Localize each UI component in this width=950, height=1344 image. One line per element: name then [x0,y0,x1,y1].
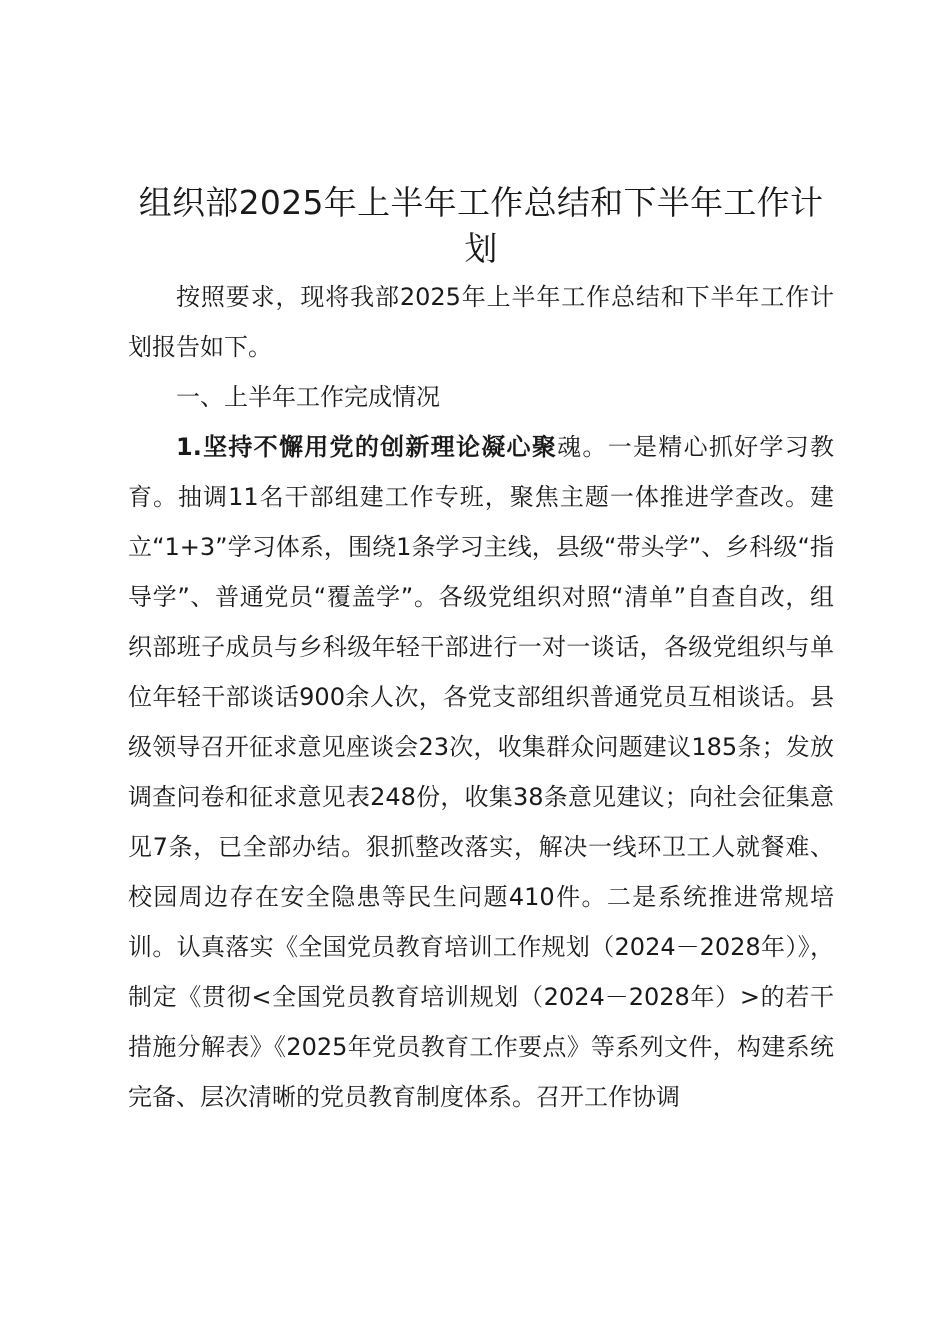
document-title: 组织部2025年上半年工作总结和下半年工作计划 [138,183,824,268]
intro-paragraph: 按照要求，现将我部2025年上半年工作总结和下半年工作计划报告如下。 [128,283,834,361]
item-lead-bold: 1.坚持不懈用党的创新理论凝心聚 [176,433,558,461]
item-lead-rest: 魂。 [557,433,608,461]
item-paragraph [128,422,834,1122]
section-heading: 一、上半年工作完成情况 [176,383,440,411]
document-page [128,180,834,1122]
item-body: 一是精心抓好学习教育。抽调11名干部组建工作专班，聚焦主题一体推进学查改。建立“1+3”学习体系，围绕1条学习主线，县级“带头学”、乡科级“指导学”、普通党员“覆盖学”。各级党组织对照“清单”自查自改，组织部班子成员与乡科级年轻干部进行一对一谈话，各级党组织与单位年轻干部谈话900余人次，各党支部组织普通党员互相谈话。县级领导召开征求意见座谈会23次，收集群众问题建议185条；发放调查问卷和征求意见表248份，收集38条意见建议；向社会征集意见7条，已全部办结。狠抓整改落实，解决一线环卫工人就餐难、校园周边存在安全隐患等民生问题410件。二是系统推进常规培训。认真落实《全国党员教育培训工作规划（2024－2028年）》，制定《贯彻<全国党员教育培训规划（2024－2028年）>的若干措施分解表》《2025年党员教育工作要点》等系列文件，构建系统完备、层次清晰的党员教育制度体系。召开工作协调 [128,433,834,1111]
